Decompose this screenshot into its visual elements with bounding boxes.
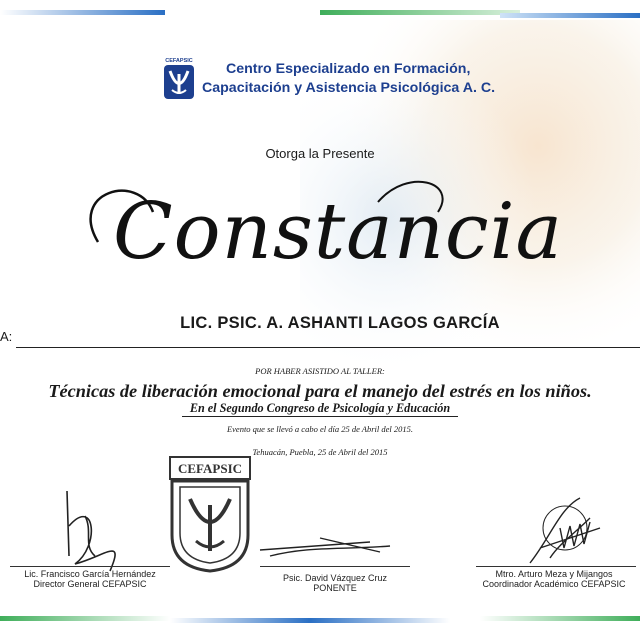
document-title	[78, 172, 598, 282]
signer-director-name: Lic. Francisco García Hernández	[24, 569, 156, 579]
recipient-underline	[16, 347, 640, 348]
bottom-stripe-green-right	[480, 616, 640, 621]
bottom-stripe-green	[0, 616, 170, 621]
signer-coordinator-role: Coordinador Académico CEFAPSIC	[482, 579, 626, 589]
document-title-text: Constancia	[112, 187, 564, 277]
recipient-label: A:	[0, 329, 13, 344]
top-stripe-blue-left	[0, 10, 165, 15]
signer-speaker	[245, 573, 425, 593]
signer-speaker-name: Psic. David Vázquez Cruz	[282, 573, 388, 583]
recipient-row	[0, 314, 640, 350]
bottom-stripe-blue	[170, 618, 450, 623]
reason-text: POR HABER ASISTIDO AL TALLER:	[255, 366, 385, 376]
top-stripe-green-mid	[320, 10, 520, 15]
stamp-label: CEFAPSIC	[177, 461, 243, 476]
recipient-name: LIC. PSIC. A. ASHANTI LAGOS GARCÍA	[180, 314, 500, 332]
signer-coordinator	[468, 569, 640, 589]
logo-text: CEFAPSIC	[165, 58, 193, 64]
top-stripe-blue-right	[500, 13, 640, 18]
signature-line-coordinator	[476, 566, 636, 567]
congress-text-value: En el Segundo Congreso de Psicología y Educación	[182, 401, 458, 417]
event-text: Evento que se llevó a cabo el día 25 de Abril del 2015.	[226, 424, 414, 434]
signer-director	[0, 569, 180, 589]
course-title: Técnicas de liberación emocional para el manejo del estrés en los niños.	[48, 381, 592, 401]
place-date: Tehuacán, Puebla, 25 de Abril del 2015	[252, 447, 388, 457]
stamp-seal	[164, 455, 256, 573]
signer-director-role: Director General CEFAPSIC	[33, 579, 147, 589]
signature-speaker	[250, 528, 400, 568]
org-line-1: Centro Especializado en Formación,	[226, 61, 471, 77]
signer-speaker-role: PONENTE	[313, 583, 357, 593]
signature-coordinator	[520, 488, 610, 578]
congress-text	[0, 401, 640, 416]
signer-coordinator-name: Mtro. Arturo Meza y Mijangos	[495, 569, 613, 579]
cefapsic-logo-icon	[160, 56, 198, 102]
grant-text: Otorga la Presente	[265, 146, 375, 161]
signature-line-speaker	[260, 566, 410, 567]
org-line-2: Capacitación y Asistencia Psicológica A. C.	[202, 80, 496, 96]
signature-director	[55, 486, 135, 576]
organization-name	[202, 60, 522, 98]
signature-line-director	[10, 566, 170, 567]
